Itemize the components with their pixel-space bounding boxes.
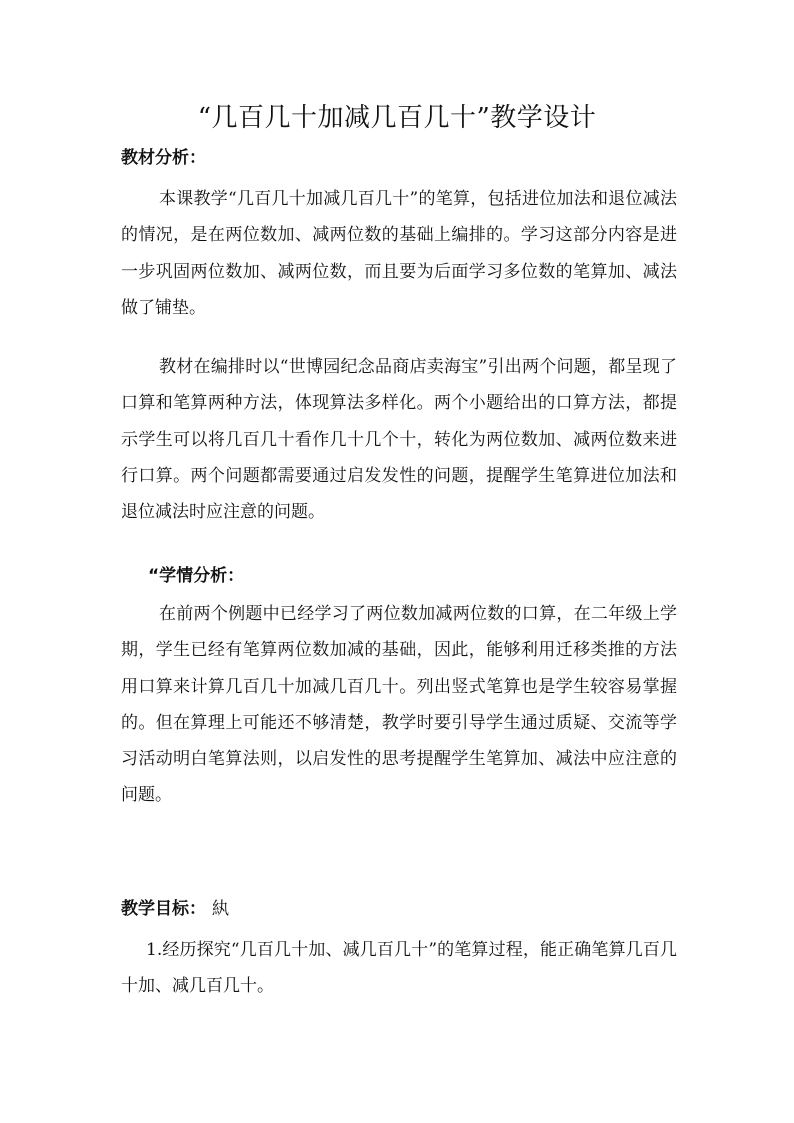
section-heading-material-analysis: 教材分析： xyxy=(121,148,206,168)
section-heading-student-analysis: “学情分析： xyxy=(148,566,245,586)
teaching-goals-heading-text: 教学目标： xyxy=(121,899,206,919)
student-analysis-paragraph-1: 在前两个例题中已经学习了两位数加减两位数的口算，在二年级上学期，学生已经有笔算两位数加减的基础，因此，能够利用迁移类推的方法用口算来计算几百几十加减几百几十。列出竖式笔算也是学生较容易掌握的。但在算理上可能还不够清楚，教学时要引导学生通过质疑、交流等学习活动明白笔算法则，以启发性的思考提醒学生笔算加、减法中应注意的问题。 xyxy=(121,604,677,806)
section-heading-teaching-goals xyxy=(121,897,229,921)
document-title: “几百几十加减几百几十”教学设计 xyxy=(197,103,597,133)
teaching-goal-item-1: 1.经历探究“几百几十加、减几百几十”的笔算过程，能正确笔算几百几十加、减几百几十。 xyxy=(121,940,677,997)
teaching-goals-heading-trailing-glyph: 紈 xyxy=(212,899,229,919)
material-analysis-paragraph-1: 本课教学“几百几十加减几百几十”的笔算，包括进位加法和退位减法的情况，是在两位数加、减两位数的基础上编排的。学习这部分内容是进一步巩固两位数加、减两位数，而且要为后面学习多位数的笔算加、减法做了铺垫。 xyxy=(121,189,677,318)
material-analysis-paragraph-2: 教材在编排时以“世博园纪念品商店卖海宝”引出两个问题，都呈现了口算和笔算两种方法，体现算法多样化。两个小题给出的口算方法，都提示学生可以将几百几十看作几十几个十，转化为两位数加、减两位数来进行口算。两个问题都需要通过启发发性的问题，提醒学生笔算进位加法和退位减法时应注意的问题。 xyxy=(121,357,677,523)
